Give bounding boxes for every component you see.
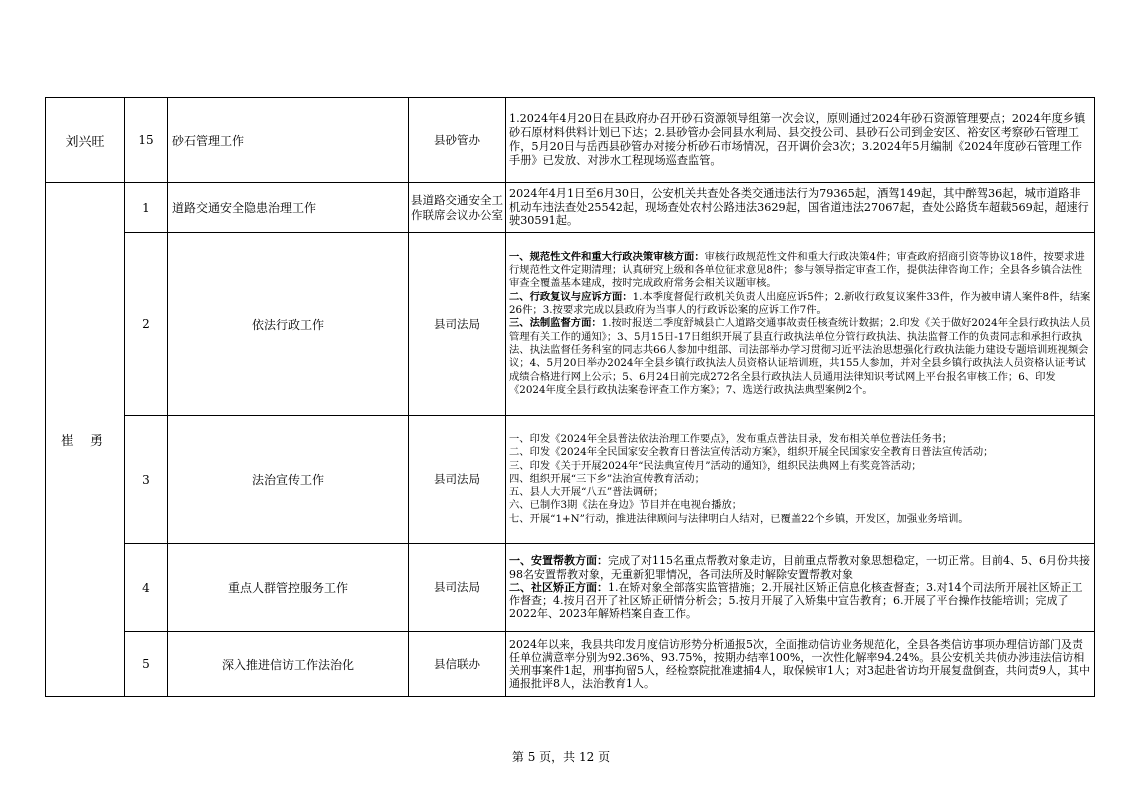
task-name-cell: 砂石管理工作 bbox=[168, 98, 409, 183]
item-number-cell: 4 bbox=[125, 544, 168, 632]
department-cell: 县信联办 bbox=[409, 632, 506, 697]
item-number-cell: 2 bbox=[125, 233, 168, 416]
progress-content-cell bbox=[506, 416, 1095, 544]
list-item: 五、县人大开展“八五”普法调研； bbox=[509, 486, 664, 499]
item-number-cell: 15 bbox=[125, 98, 168, 183]
progress-content-cell: 2024年4月1日至6月30日，公安机关共查处各类交通违法行为79365起，酒驾149起，其中醉驾36起，城市道路非机动车违法查处25542起，现场查处农村公路违法3629起，国省道违法27067起，查处公路货车超载569起，超速行驶30591起。 bbox=[506, 183, 1095, 233]
progress-content-cell: 2024年以来，我县共印发月度信访形势分析通报5次，全面推动信访业务规范化，全县各类信访事项办理信访部门及责任单位满意率分别为92.36%、93.75%，按期办结率100%，一次性化解率94.24%。县公安机关共侦办涉违法信访相关刑事案件1起，刑事拘留5人，经检察院批准逮捕4人，取保候审1人；对3起赴省访均开展复盘倒查，共问责9人，其中通报批评8人，法治教育1人。 bbox=[506, 632, 1095, 697]
list-item: 七、开展“1+N”行动，推进法律顾问与法律明白人结对，已覆盖22个乡镇，开发区，加强业务培训。 bbox=[509, 512, 969, 525]
item-number-cell: 3 bbox=[125, 416, 168, 544]
work-summary-table bbox=[45, 97, 1095, 697]
progress-content-cell bbox=[506, 544, 1095, 632]
section-heading: 二、行政复议与应诉方面： bbox=[509, 290, 633, 303]
table-row bbox=[46, 416, 1095, 544]
list-item: 一、印发《2024年全县普法依法治理工作要点》，发布重点普法目录，发布相关单位普法任务书； bbox=[509, 432, 953, 445]
section-text: 完成了对115名重点帮教对象走访，目前重点帮教对象思想稳定，一切正常。目前4、5、6月份共接98名安置帮教对象，无重新犯罪情况，各司法所及时解除安置帮教对象 bbox=[509, 554, 1090, 581]
task-name-cell: 依法行政工作 bbox=[168, 233, 409, 416]
page-number-footer: 第 5 页，共 12 页 bbox=[511, 750, 611, 764]
list-item: 四、组织开展“三下乡”法治宣传教育活动； bbox=[509, 472, 705, 485]
list-item: 二、印发《2024年全民国家安全教育日普法宣传活动方案》，组织开展全民国家安全教育日普法宣传活动； bbox=[509, 446, 994, 459]
section-text: 1.本季度督促行政机关负责人出庭应诉5件；2.新收行政复议案件33件，作为被申请人案件8件，结案26件；3.按要求完成以县政府为当事人的行政诉讼案的应诉工作7件。 bbox=[509, 290, 1091, 317]
item-number-cell: 1 bbox=[125, 183, 168, 233]
person-name-cell: 崔 勇 bbox=[46, 183, 125, 697]
task-name-cell: 深入推进信访工作法治化 bbox=[168, 632, 409, 697]
person-name-cell: 刘兴旺 bbox=[46, 98, 125, 183]
section-heading: 一、规范性文件和重大行政决策审核方面： bbox=[509, 250, 705, 263]
item-number-cell: 5 bbox=[125, 632, 168, 697]
department-cell: 县司法局 bbox=[409, 416, 506, 544]
table-row bbox=[46, 98, 1095, 183]
section-heading: 三、法制监督方面： bbox=[509, 317, 602, 330]
section-text: 1.在矫对象全部落实监管措施；2.开展社区矫正信息化核查督查；3.对14个司法所开展社区矫正工作督查；4.按月召开了社区矫正研情分析会；5.按月开展了入矫集中宣告教育；6.开展了平台操作技能培训；完成了2022年、2023年解矫档案自查工作。 bbox=[509, 580, 1083, 621]
task-name-cell: 道路交通安全隐患治理工作 bbox=[168, 183, 409, 233]
task-name-cell: 法治宣传工作 bbox=[168, 416, 409, 544]
section-text: 审核行政规范性文件和重大行政决策4件；审查政府招商引资等协议18件，按要求进行规范性文件定期清理；认真研究上级和各单位征求意见8件；参与领导指定审查工作，提供法律咨询工作；全县各乡镇合法性审查全覆盖基本建成，按时完成政府常务会相关议题审核。 bbox=[509, 250, 1085, 290]
table-row bbox=[46, 183, 1095, 233]
section-heading: 二、社区矫正方面： bbox=[509, 580, 608, 594]
department-cell: 县司法局 bbox=[409, 544, 506, 632]
table-row bbox=[46, 632, 1095, 697]
department-cell: 县道路交通安全工作联席会议办公室 bbox=[409, 183, 506, 233]
table-row bbox=[46, 544, 1095, 632]
department-cell: 县砂管办 bbox=[409, 98, 506, 183]
list-item: 三、印发《关于开展2024年“民法典宣传月”活动的通知》，组织民法典网上有奖竞答活动； bbox=[509, 459, 922, 472]
table-row bbox=[46, 233, 1095, 416]
task-name-cell: 重点人群管控服务工作 bbox=[168, 544, 409, 632]
progress-content-cell bbox=[506, 233, 1095, 416]
progress-content-cell: 1.2024年4月20日在县政府办召开砂石资源领导组第一次会议，原则通过2024年砂石资源管理要点；2024年度乡镇砂石原材料供料计划已下达；2.县砂管办会同县水利局、县交投公司、县砂石公司到金安区、裕安区考察砂石管理工作，5月20日与岳西县砂管办对接分析砂石市场情况，召开调价会3次；3.2024年5月编制《2024年度砂石管理工作手册》已发放、对涉水工程现场巡查监管。 bbox=[506, 98, 1095, 183]
list-item: 六、已制作3期《法在身边》节目并在电视台播放； bbox=[509, 499, 743, 512]
department-cell: 县司法局 bbox=[409, 233, 506, 416]
section-heading: 一、安置帮教方面： bbox=[509, 554, 608, 568]
section-text: 1.按时报送二季度舒城县亡人道路交通事故责任核查统计数据；2.印发《关于做好2024年全县行政执法人员管理有关工作的通知》；3、5月15日-17日组织开展了县直行政执法单位分管行政执法、执法监督工作的负责同志和承担行政执法、执法监督任务科室的同志共66人参加中组部、司法部举办学习贯彻习近平法治思想强化行政执法能力建设专题培训班视频会议；4、5月20日举办2024年全县乡镇行政执法人员资格认证培训班，共155人参加，并对全县乡镇行政执法人员资格认证考试成绩合格进行网上公示；5、6月24日前完成272名全县行政执法人员通用法律知识考试网上平台报名审核工作；6、印发《2024年度全县行政执法案卷评查工作方案》；7、选送行政执法典型案例2个。 bbox=[509, 317, 1091, 396]
